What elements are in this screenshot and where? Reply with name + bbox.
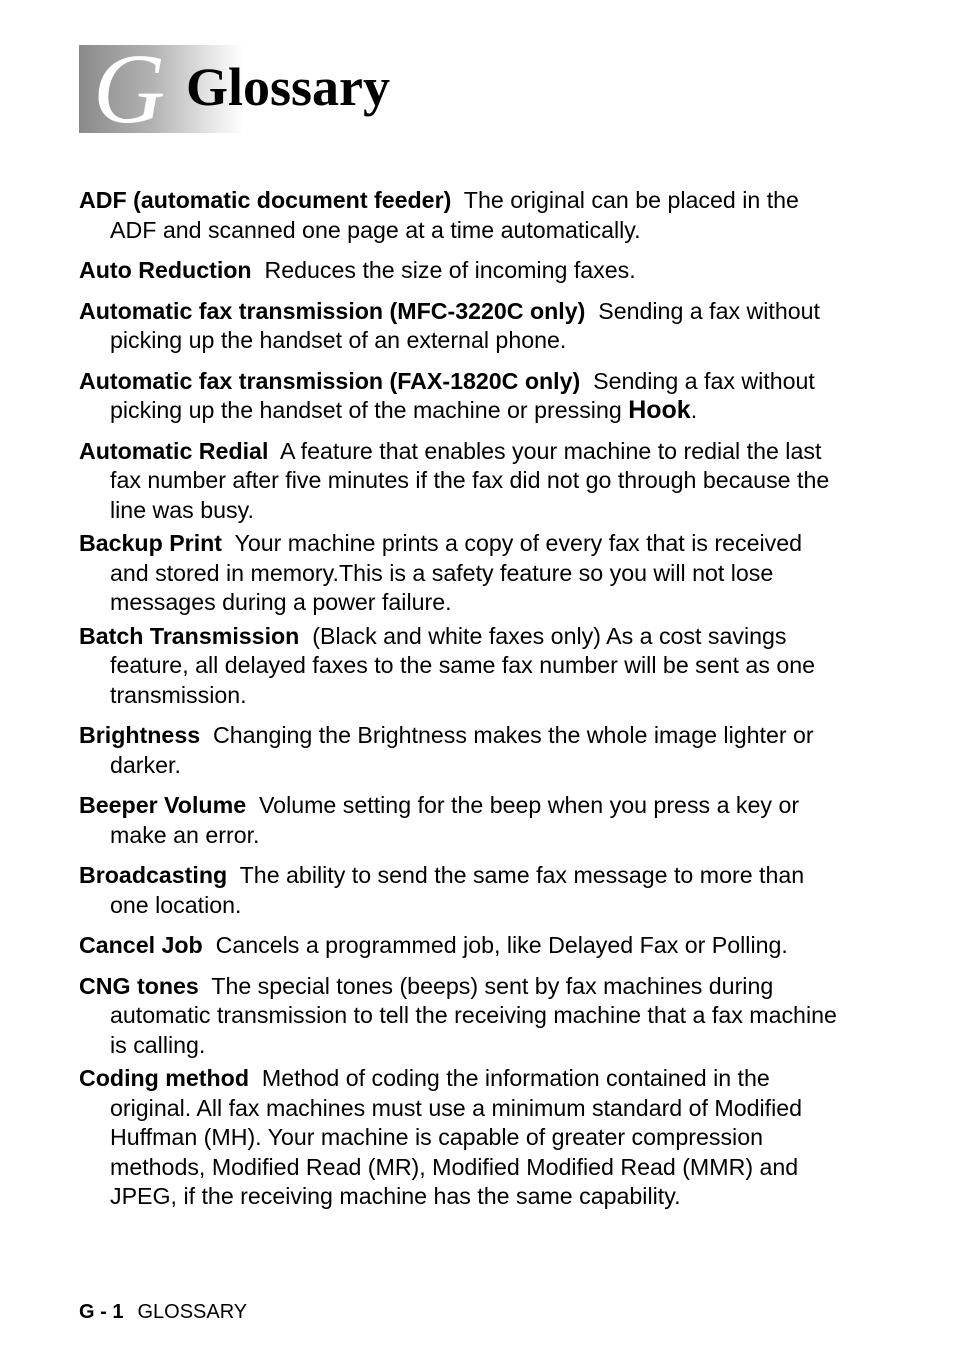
entry-term: Backup Print xyxy=(79,530,223,556)
glossary-entry xyxy=(79,861,839,920)
entry-definition: Reduces the size of incoming faxes. xyxy=(264,257,636,283)
entry-definition: A feature that enables your machine to redial the last fax number after five minutes if the fax did not go through because the line was busy. xyxy=(110,437,830,523)
entry-term: ADF (automatic document feeder) xyxy=(79,187,452,213)
hook-key-label: Hook xyxy=(628,396,691,424)
entry-term: Automatic fax transmission (FAX-1820C only) xyxy=(79,367,581,394)
glossary-entry xyxy=(79,1064,839,1212)
entry-definition: Sending a fax without picking up the handset of an external phone. xyxy=(110,297,820,353)
entry-definition: Volume setting for the beep when you press a key or make an error. xyxy=(110,792,800,848)
glossary-entry xyxy=(79,972,839,1061)
glossary-entry xyxy=(79,367,839,426)
glossary-entry xyxy=(79,622,839,711)
chapter-letter: G xyxy=(93,33,166,144)
glossary-entry xyxy=(79,529,839,618)
glossary-list xyxy=(79,186,839,1212)
entry-definition: Method of coding the information contained in the original. All fax machines must use a minimum standard of Modified Huffman (MH). Your machine is capable of greater compression methods, Modified Read (MR), Modified Modified Read (MMR) and JPEG, if the receiving machine has the same capability. xyxy=(110,1065,803,1209)
glossary-entry xyxy=(79,186,839,245)
entry-definition: Changing the Brightness makes the whole image lighter or darker. xyxy=(110,722,814,778)
entry-definition: Your machine prints a copy of every fax that is received and stored in memory.This is a safety feature so you will not lose messages during a power failure. xyxy=(110,530,803,615)
entry-definition: (Black and white faxes only) As a cost savings feature, all delayed faxes to the same fax number will be sent as one transmission. xyxy=(110,622,816,708)
glossary-entry xyxy=(79,297,839,356)
glossary-entry xyxy=(79,256,839,286)
page-number: G - 1 xyxy=(79,1301,124,1323)
entry-definition: The original can be placed in the ADF and scanned one page at a time automatically. xyxy=(110,187,799,243)
entry-term: Brightness xyxy=(79,722,201,748)
entry-term: Cancel Job xyxy=(79,932,203,958)
entry-term: Beeper Volume xyxy=(79,792,247,818)
entry-term: Automatic Redial xyxy=(79,437,269,464)
entry-term: Automatic fax transmission (MFC-3220C only) xyxy=(79,297,586,324)
entry-term: Broadcasting xyxy=(79,862,228,888)
entry-definition: The special tones (beeps) sent by fax machines during automatic transmission to tell the receiving machine that a fax machine is calling. xyxy=(110,972,837,1058)
page-title: Glossary xyxy=(186,57,391,117)
glossary-entry xyxy=(79,931,839,961)
entry-definition: The ability to send the same fax message to more than one location. xyxy=(110,862,805,918)
glossary-entry xyxy=(79,791,839,850)
glossary-entry xyxy=(79,721,839,780)
entry-definition: Sending a fax without picking up the handset of the machine or pressing xyxy=(110,367,815,423)
footer-section: GLOSSARY xyxy=(137,1301,248,1323)
entry-term: CNG tones xyxy=(79,972,199,999)
entry-term: Batch Transmission xyxy=(79,622,300,649)
entry-suffix: . xyxy=(690,397,698,423)
glossary-entry xyxy=(79,437,839,526)
entry-definition: Cancels a programmed job, like Delayed Fax or Polling. xyxy=(215,932,788,958)
chapter-header xyxy=(79,33,499,144)
page-footer xyxy=(79,1300,247,1324)
entry-term: Auto Reduction xyxy=(79,257,252,283)
entry-term: Coding method xyxy=(79,1065,250,1091)
